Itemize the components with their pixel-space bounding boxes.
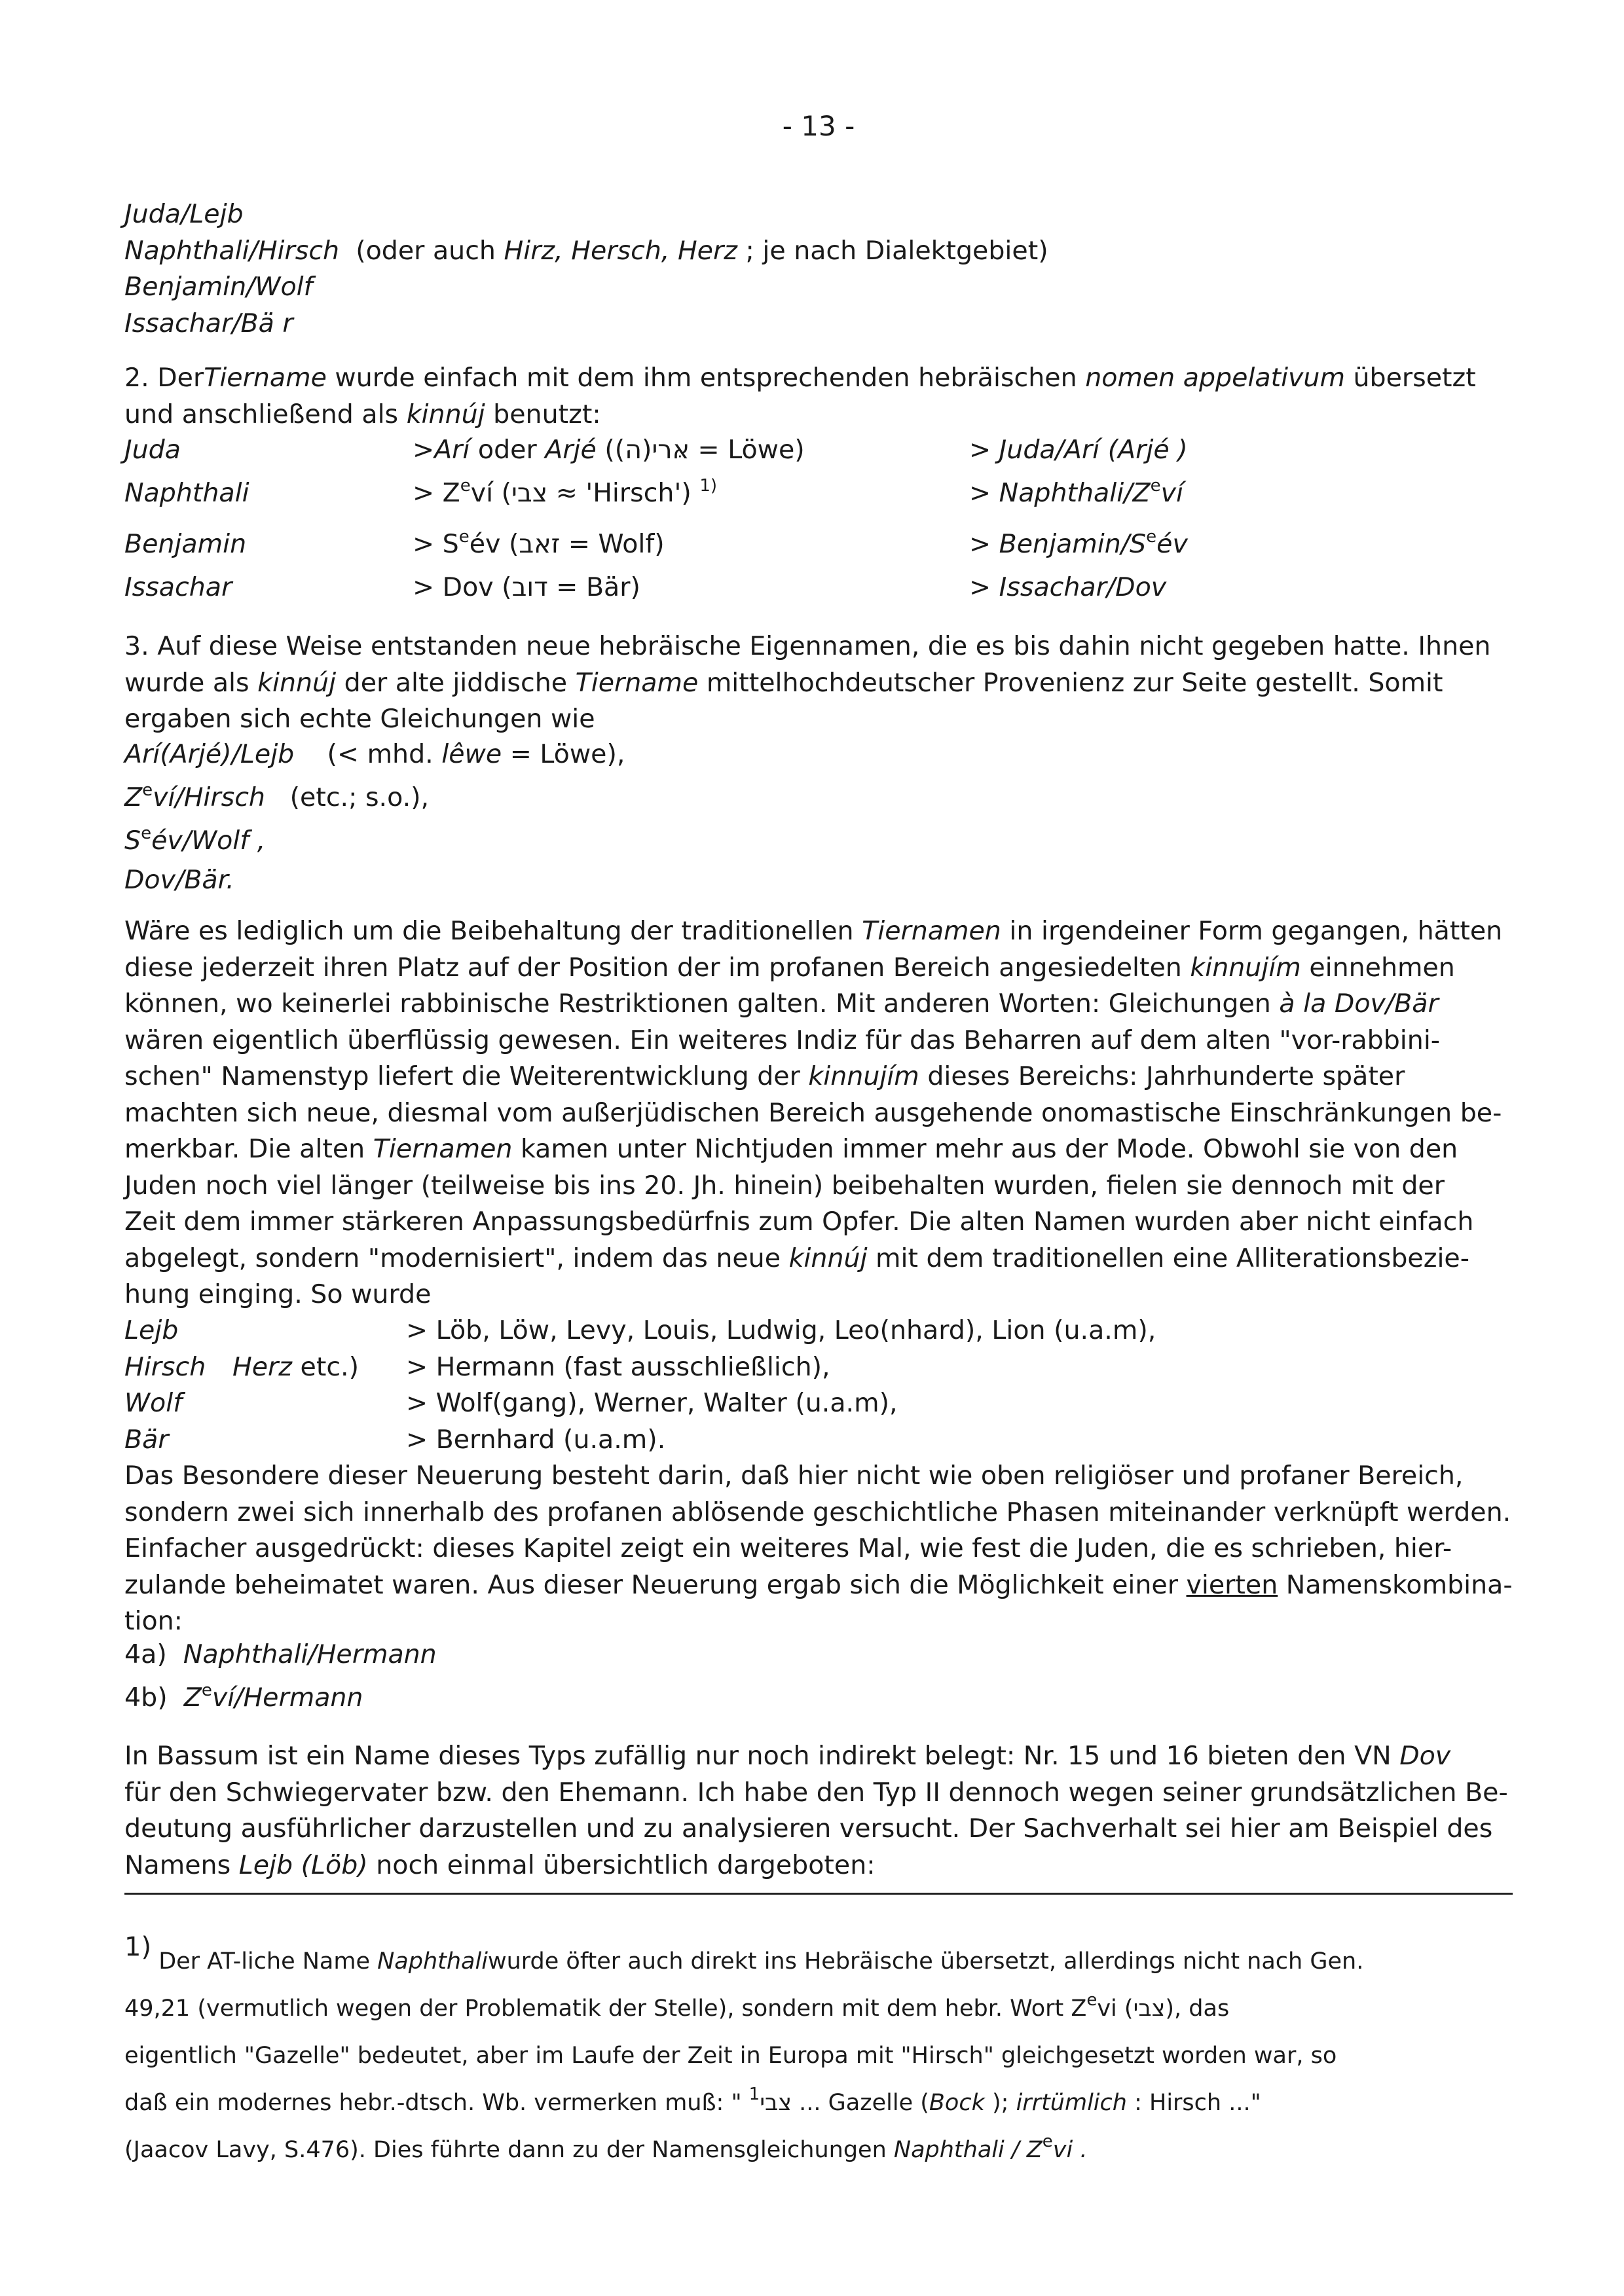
document-page xyxy=(124,0,1513,2296)
table-row: Issachar > Dov (דוב = Bär) > Issachar/Dov xyxy=(124,572,1167,602)
footnote-divider xyxy=(124,1893,1513,1895)
equations-list: Arí(Arjé)/Lejb (< mhd. lêwe = Löwe), $Z^eví$/Hirsch (etc.; s.o.), $S^eév$/Wolf , Dov/Bär. xyxy=(124,739,625,895)
paragraph-2: 2. DerTiername wurde einfach mit dem ihm entsprechenden hebräischen nomen appelativum übersetzt und anschließend als kinnúj benutzt: xyxy=(124,363,1476,429)
pair-2: Naphthali/Hirsch (oder auch Hirz, Hersch, Herz ; je nach Dialektgebiet) xyxy=(124,235,1048,266)
name-pairs xyxy=(124,196,1513,342)
footnote-mark: 1) xyxy=(124,1932,152,1962)
paragraph-5: Das Besondere dieser Neuerung besteht darin, daß hier nicht wie oben religiöser und profaner Bereich, sondern zwei sich innerhalb des profanen ablösende geschichtliche Phasen miteinander verknüpft werden. Einfacher ausgedrückt: dieses Kapitel zeigt ein weiteres Mal, wie fest die Juden, die es schrieben, hier- zulande beheimatet waren. Aus dieser Neuerung ergab sich die Möglichkeit einer vierten Namenskombina- tion: xyxy=(124,1461,1513,1636)
alliteration-table xyxy=(124,1313,1513,1458)
table-row: Wolf > Wolf(gang), Werner, Walter (u.a.m), xyxy=(124,1388,898,1418)
table-row: Lejb > Löb, Löw, Levy, Louis, Ludwig, Leo(nhard), Lion (u.a.m), xyxy=(124,1315,1156,1345)
pair-1: Juda/Lejb xyxy=(124,199,244,229)
translation-table xyxy=(124,432,1513,613)
footnote: $^{1)}$ Der AT-liche Name Naphthaliwurde öfter auch direkt ins Hebräische übersetzt, allerdings nicht nach Gen. 49,21 (vermutlich wegen der Problematik der Stelle), sondern mit dem hebr. Wort $Z^evi$ (צבי), das eigentlich "Gazelle" bedeutet, aber im Laufe der Zeit in Europa mit "Hirsch" gleichgesetzt worden war, so daß ein modernes hebr.-dtsch. Wb. vermerken muß: " $^1$צבי ... Gazelle (Bock ); irrtümlich : Hirsch ..." (Jaacov Lavy, S.476). Dies führte dann zu der Namensgleichungen Naphthali / $Z^evi$ . xyxy=(124,1932,1364,2163)
paragraph-6: In Bassum ist ein Name dieses Typs zufällig nur noch indirekt belegt: Nr. 15 und 16 bieten den VN Dov für den Schwiegervater bzw. den Ehemann. Ich habe den Typ II dennoch wegen seiner grundsätzlichen Be- deutung ausführlicher darzustellen und zu analysieren versucht. Der Sachverhalt sei hier am Beispiel des Namens Lejb (Löb) noch einmal übersichtlich dargeboten: xyxy=(124,1741,1508,1880)
paragraph-3: 3. Auf diese Weise entstanden neue hebräische Eigennamen, die es bis dahin nicht gegeben hatte. Ihnen wurde als kinnúj der alte jiddische Tiername mittelhochdeutscher Provenienz zur Seite gestellt. Somit ergaben sich echte Gleichungen wie xyxy=(124,631,1491,734)
table-row: Juda >Arí oder Arjé ((ה)אּרי = Löwe) > Juda/Arí (Arjé ) xyxy=(124,435,1188,465)
pair-3: Benjamin/Wolf xyxy=(124,272,313,302)
table-row: Hirsch Herz etc.) > Hermann (fast ausschließlich), xyxy=(124,1351,830,1382)
paragraph-4: Wäre es lediglich um die Beibehaltung der traditionellen Tiernamen in irgendeiner Form gegangen, hätten diese jederzeit ihren Platz auf der Position der im profanen Bereich angesiedelten kinnujím einnehmen können, wo keinerlei rabbinische Restriktionen galten. Mit anderen Worten: Gleichungen à la Dov/Bär wären eigentlich überflüssig gewesen. Ein weiteres Indiz für das Beharren auf dem alten "vor-rabbini- schen" Namenstyp liefert die Weiterentwicklung der kinnujím dieses Bereichs: Jahrhunderte später machten sich neue, diesmal vom außerjüdischen Bereich ausgehende onomastische Einschränkungen be- merkbar. Die alten Tiernamen kamen unter Nichtjuden immer mehr aus der Mode. Obwohl sie von den Juden noch viel länger (teilweise bis ins 20. Jh. hinein) beibehalten wurden, fielen sie dennoch mit der Zeit dem immer stärkeren Anpassungsbedürfnis zum Opfer. Die alten Namen wurden aber nicht einfach abgelegt, sondern "modernisiert", indem das neue kinnúj mit dem traditionellen eine Alliterationsbezie- hung einging. So wurde xyxy=(124,916,1503,1309)
table-row: Benjamin > $S^eév$ (זאב = Wolf) > Benjamin/$S^eév$ xyxy=(124,527,1188,559)
table-row: Bär > Bernhard (u.a.m). xyxy=(124,1424,666,1455)
pair-4: Issachar/Bä r xyxy=(124,308,293,338)
combinations-list: 4a) Naphthali/Hermann 4b) $Z^eví$/Hermann xyxy=(124,1639,437,1713)
page-number: - 13 - xyxy=(782,110,855,142)
table-row: Naphthali > $Z^eví$ (צבי ≈ 'Hirsch') $^{1)}$ > Naphthali/$Z^eví$ xyxy=(124,476,1183,508)
